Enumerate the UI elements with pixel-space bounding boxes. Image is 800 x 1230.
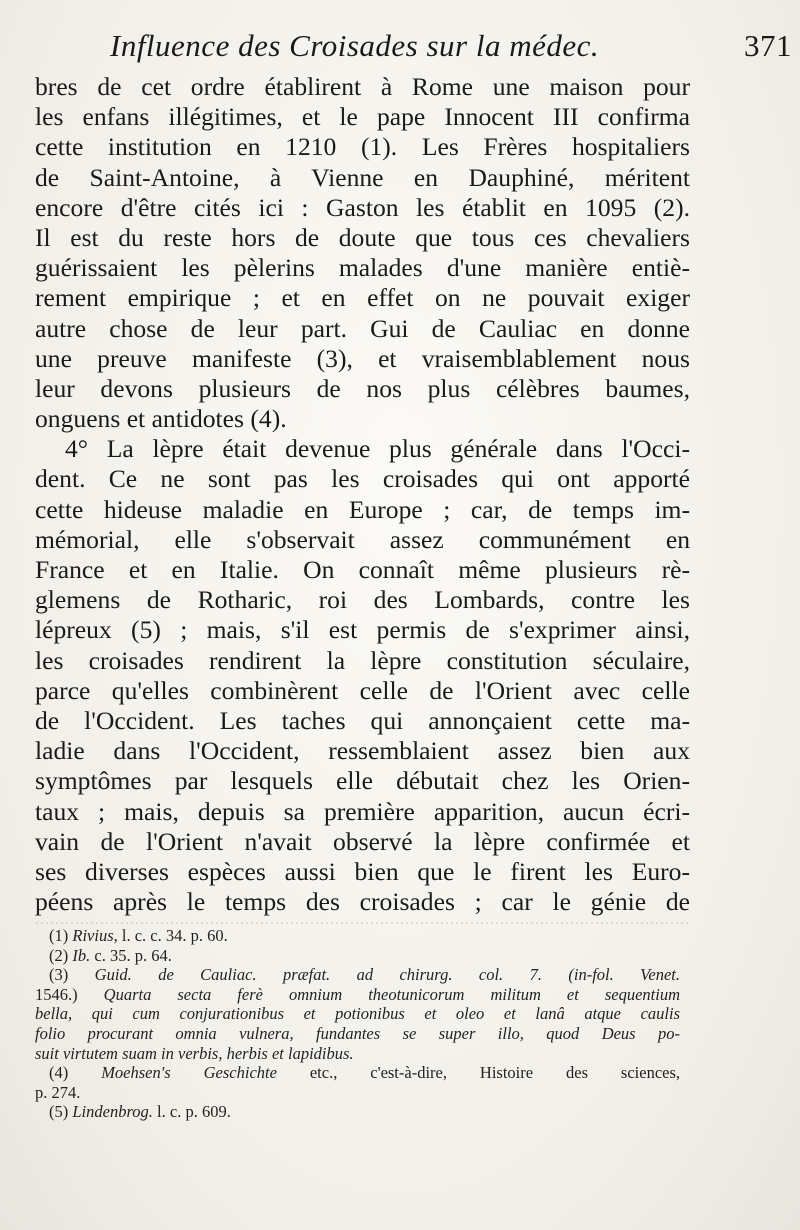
body-line: parce qu'elles combinèrent celle de l'Orient avec celle — [35, 675, 690, 705]
footnote-reference: c. 35. p. 64. — [90, 945, 172, 965]
footnote-text: Guid. de Cauliac. præfat. ad chirurg. col. 7. (in-fol. Venet. — [94, 965, 680, 985]
body-line: France et en Italie. On connaît même plusieurs rè- — [35, 555, 690, 584]
footnote-number: (3) — [49, 965, 69, 985]
footnote-3-line — [35, 985, 680, 1005]
body-line: autre chose de leur part. Gui de Cauliac en donne — [35, 313, 690, 343]
footnote-author: Lindenbrog. — [72, 1102, 153, 1122]
footnote-3-line — [35, 1024, 680, 1044]
footnote-author: Moehsen's Geschichte — [101, 1063, 277, 1083]
footnote-4 — [35, 1063, 680, 1083]
footnote-number: (5) — [49, 1102, 69, 1122]
body-line: une preuve manifeste (3), et vraisemblablement nous — [35, 343, 690, 373]
body-line: onguens et antidotes (4). — [35, 404, 287, 434]
footnote-3-line — [35, 1044, 680, 1064]
footnote-author: Rivius — [72, 926, 114, 945]
body-line: lépreux (5) ; mais, s'il est permis de s'exprimer ainsi, — [35, 615, 690, 645]
footnote-reference: l. c. p. 609. — [152, 1102, 231, 1122]
body-line: cette institution en 1210 (1). Les Frères hospitaliers — [35, 132, 690, 162]
body-line: rement empirique ; et en effet on ne pouvait exiger — [35, 283, 690, 313]
body-line: vain de l'Orient n'avait observé la lèpre confirmée et — [35, 826, 690, 856]
body-line: taux ; mais, depuis sa première apparition, aucun écri- — [35, 796, 690, 826]
footnote-text: suit virtutem suam in verbis, herbis et lapidibus. — [35, 1043, 354, 1063]
page-number: 371 — [744, 28, 792, 63]
body-line: ses diverses espèces aussi bien que le firent les Euro- — [35, 856, 690, 886]
body-line: cette hideuse maladie en Europe ; car, de temps im- — [35, 494, 690, 524]
body-line: leur devons plusieurs de nos plus célèbres baumes, — [35, 373, 690, 403]
footnote-text: etc., c'est-à-dire, Histoire des sciences, — [276, 1063, 681, 1083]
body-text — [35, 72, 690, 917]
footnote-3-line — [35, 965, 680, 985]
footnote-text: p. 274. — [35, 1082, 81, 1102]
body-line: Il est du reste hors de doute que tous ces chevaliers — [35, 222, 690, 252]
footnote-number: (4) — [49, 1063, 69, 1083]
footnote-2 — [35, 946, 680, 966]
body-line: de Saint-Antoine, à Vienne en Dauphiné, méritent — [35, 162, 690, 192]
footnote-3-line — [35, 1004, 680, 1024]
body-line: les croisades rendirent la lèpre constitution séculaire, — [35, 645, 690, 675]
footnotes — [35, 926, 680, 1122]
footnote-number: (1) — [49, 926, 69, 945]
running-title: Influence des Croisades sur la médec. — [110, 28, 600, 63]
footnote-year: 1546.) — [35, 984, 78, 1004]
body-line: guérissaient les pèlerins malades d'une manière entiè- — [35, 253, 690, 283]
footnote-1 — [35, 926, 680, 946]
footnote-reference: , l. c. c. 34. p. 60. — [113, 926, 228, 945]
body-line: ladie dans l'Occident, ressemblaient assez bien aux — [35, 736, 690, 766]
footnote-text: bella, qui cum conjurationibus et potionibus et oleo et lanâ atque caulis — [35, 1004, 680, 1024]
body-line: glemens de Rotharic, roi des Lombards, contre les — [35, 585, 690, 615]
body-line: encore d'être cités ici : Gaston les établit en 1095 (2). — [35, 192, 690, 222]
footnote-text: folio procurant omnia vulnera, fundantes se super illo, quod Deus po- — [35, 1023, 680, 1043]
footnote-separator — [36, 922, 691, 924]
running-head — [110, 28, 792, 68]
body-line: mémorial, elle s'observait assez communément en — [35, 524, 690, 554]
footnote-4-line — [35, 1083, 680, 1103]
footnote-5 — [35, 1102, 680, 1122]
body-line: dent. Ce ne sont pas les croisades qui ont apporté — [35, 464, 690, 494]
footnote-author: Ib. — [72, 945, 91, 965]
footnote-number: (2) — [49, 945, 69, 965]
body-line: 4° La lèpre était devenue plus générale dans l'Occi- — [65, 434, 690, 464]
body-line: bres de cet ordre établirent à Rome une maison pour — [35, 72, 690, 101]
body-line: péens après le temps des croisades ; car le génie de — [35, 887, 690, 917]
footnote-text: Quarta secta ferè omnium theotunicorum militum et sequentium — [103, 984, 681, 1004]
body-line: les enfans illégitimes, et le pape Innocent III confirma — [35, 102, 690, 132]
body-line: de l'Occident. Les taches qui annonçaient cette ma- — [35, 705, 690, 735]
body-line: symptômes par lesquels elle débutait chez les Orien- — [35, 766, 690, 796]
